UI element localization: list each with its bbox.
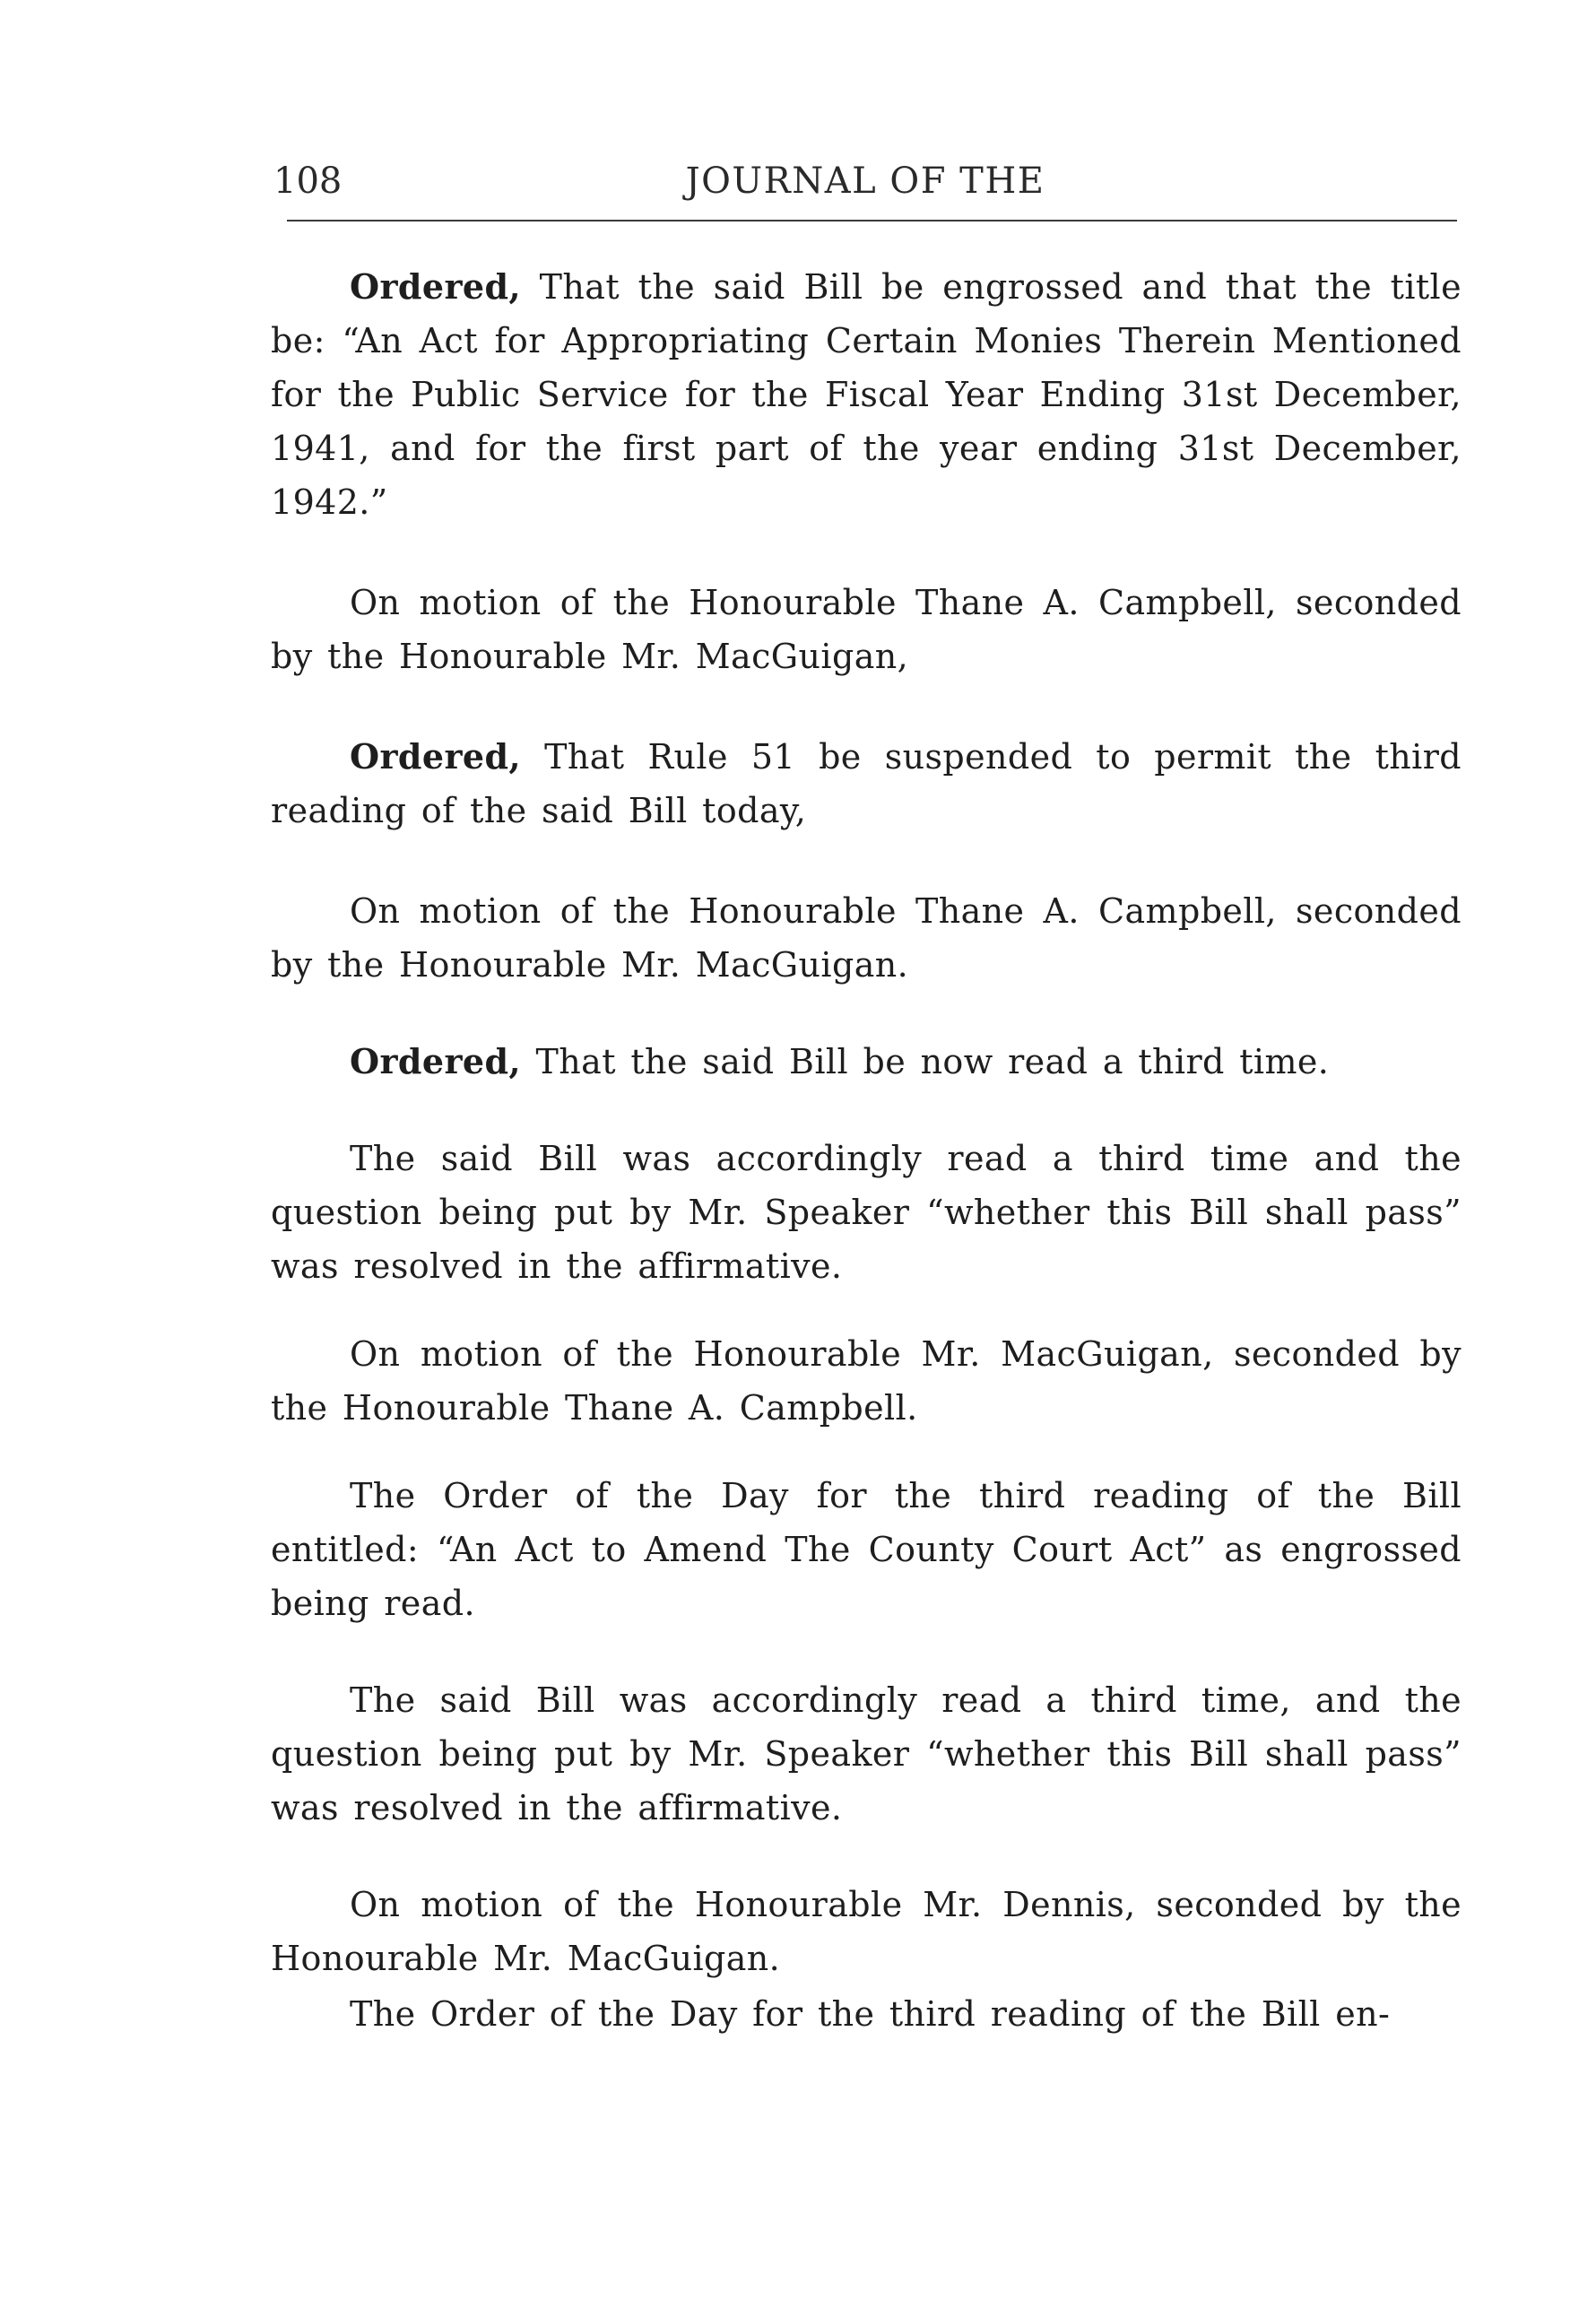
paragraph-ordered-engrossed bbox=[271, 260, 1462, 529]
paragraph-text: On motion of the Honourable Thane A. Campbell, seconded by the Honourable Mr. MacGuigan, bbox=[271, 583, 1462, 676]
paragraph-motion-campbell-2 bbox=[271, 884, 1462, 992]
page-number: 108 bbox=[273, 161, 343, 202]
paragraph-text: That the said Bill be engrossed and that the title be: “An Act for Appropriating Certain Monies Therein Mentioned for the Public Service for the Fiscal Year Ending 31st December, 1941, and for the first part of the year ending 31st December, 1942.” bbox=[271, 267, 1462, 522]
paragraph-text: The Order of the Day for the third reading of the Bill en- bbox=[350, 1994, 1391, 2034]
header-rule bbox=[287, 220, 1457, 221]
paragraph-text: The said Bill was accordingly read a third time, and the question being put by Mr. Speaker “whether this Bill shall pass” was resolved in the affirmative. bbox=[271, 1680, 1462, 1827]
paragraph-ordered-rule-51 bbox=[271, 730, 1462, 838]
paragraph-motion-campbell-1 bbox=[271, 576, 1462, 683]
paragraph-lead: Ordered, bbox=[350, 1041, 522, 1081]
running-head: JOURNAL OF THE bbox=[685, 161, 1045, 202]
paragraph-motion-dennis bbox=[271, 1878, 1462, 1985]
paragraph-order-of-day-continued bbox=[271, 1987, 1462, 2041]
paragraph-text: On motion of the Honourable Thane A. Campbell, seconded by the Honourable Mr. MacGuigan. bbox=[271, 891, 1462, 985]
paragraph-lead: Ordered, bbox=[350, 736, 522, 777]
paragraph-ordered-third-reading bbox=[271, 1035, 1462, 1089]
paragraph-text: That Rule 51 be suspended to permit the third reading of the said Bill today, bbox=[271, 737, 1462, 830]
paragraph-text: On motion of the Honourable Mr. Dennis, seconded by the Honourable Mr. MacGuigan. bbox=[271, 1885, 1462, 1978]
paragraph-lead: Ordered, bbox=[350, 266, 522, 307]
paragraph-text: That the said Bill be now read a third time. bbox=[521, 1042, 1330, 1081]
journal-body bbox=[271, 260, 1462, 2041]
paragraph-text: On motion of the Honourable Mr. MacGuigan, seconded by the Honourable Thane A. Campbell. bbox=[271, 1334, 1462, 1428]
paragraph-motion-macguigan bbox=[271, 1327, 1462, 1435]
paragraph-order-of-day-county-court bbox=[271, 1469, 1462, 1630]
paragraph-bill-passed-2 bbox=[271, 1673, 1462, 1835]
paragraph-text: The Order of the Day for the third reading of the Bill entitled: “An Act to Amend The County Court Act” as engrossed being read. bbox=[271, 1476, 1462, 1623]
paragraph-bill-passed-1 bbox=[271, 1132, 1462, 1293]
page-header bbox=[273, 154, 1457, 208]
paragraph-text: The said Bill was accordingly read a third time and the question being put by Mr. Speaker “whether this Bill shall pass” was resolved in the affirmative. bbox=[271, 1139, 1462, 1286]
